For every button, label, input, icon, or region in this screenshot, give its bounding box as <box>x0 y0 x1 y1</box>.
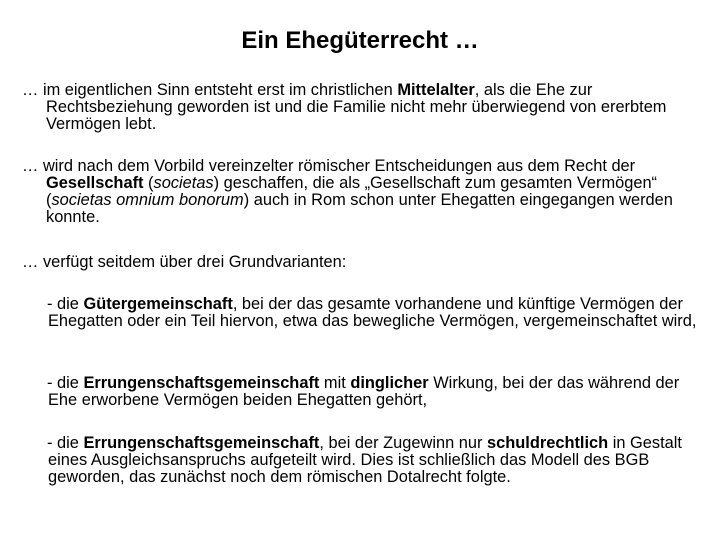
keyword-mittelalter: Mittelalter <box>397 81 475 99</box>
keyword-errungenschaftsgemeinschaft: Errungenschaftsgemeinschaft <box>83 374 320 392</box>
variant-errungenschaft-schuldrechtlich: - die Errungenschaftsgemeinschaft, bei der Zugewinn nur schuldrechtlich in Gestalt eines Ausgleichsanspruchs aufgeteilt wird. Dies ist schließlich das Modell des BGB geworden, das zunächst noch dem römischen Dotalrecht folgte. <box>47 434 682 486</box>
term-societas-omnium-bonorum: societas omnium bonorum <box>51 191 244 209</box>
keyword-schuldrechtlich: schuldrechtlich <box>487 434 609 452</box>
paragraph-gesellschaft: … wird nach dem Vorbild vereinzelter römischer Entscheidungen aus dem Recht der Gesellschaft (societas) geschaffen, die als „Gesellschaft zum gesamten Vermögen“ (societas omnium bonorum) auch in Rom schon unter Ehegatten eingegangen werden konnte. <box>22 157 673 226</box>
paragraph-grundvarianten: … verfügt seitdem über drei Grundvarianten: <box>22 253 347 271</box>
variant-guetergemeinschaft: - die Gütergemeinschaft, bei der das gesamte vorhandene und künftige Vermögen der Ehegatten oder ein Teil hiervon, etwa das bewegliche Vermögen, vergemeinschaftet wird, <box>47 295 697 330</box>
keyword-errungenschaftsgemeinschaft: Errungenschaftsgemeinschaft <box>83 434 320 452</box>
term-societas: societas <box>153 174 214 192</box>
keyword-guetergemeinschaft: Gütergemeinschaft <box>83 295 233 313</box>
paragraph-origin: … im eigentlichen Sinn entsteht erst im christlichen Mittelalter, als die Ehe zur Rechtsbeziehung geworden ist und die Familie nicht mehr überwiegend von ererbtem Vermögen lebt. <box>22 81 667 133</box>
keyword-dinglicher: dinglicher <box>350 374 429 392</box>
slide-title: Ein Ehegüterrecht … <box>241 27 479 54</box>
variant-errungenschaft-dinglich: - die Errungenschaftsgemeinschaft mit dinglicher Wirkung, bei der das während der Ehe erworbene Vermögen beiden Ehegatten gehört, <box>47 374 680 409</box>
keyword-gesellschaft: Gesellschaft <box>46 174 144 192</box>
